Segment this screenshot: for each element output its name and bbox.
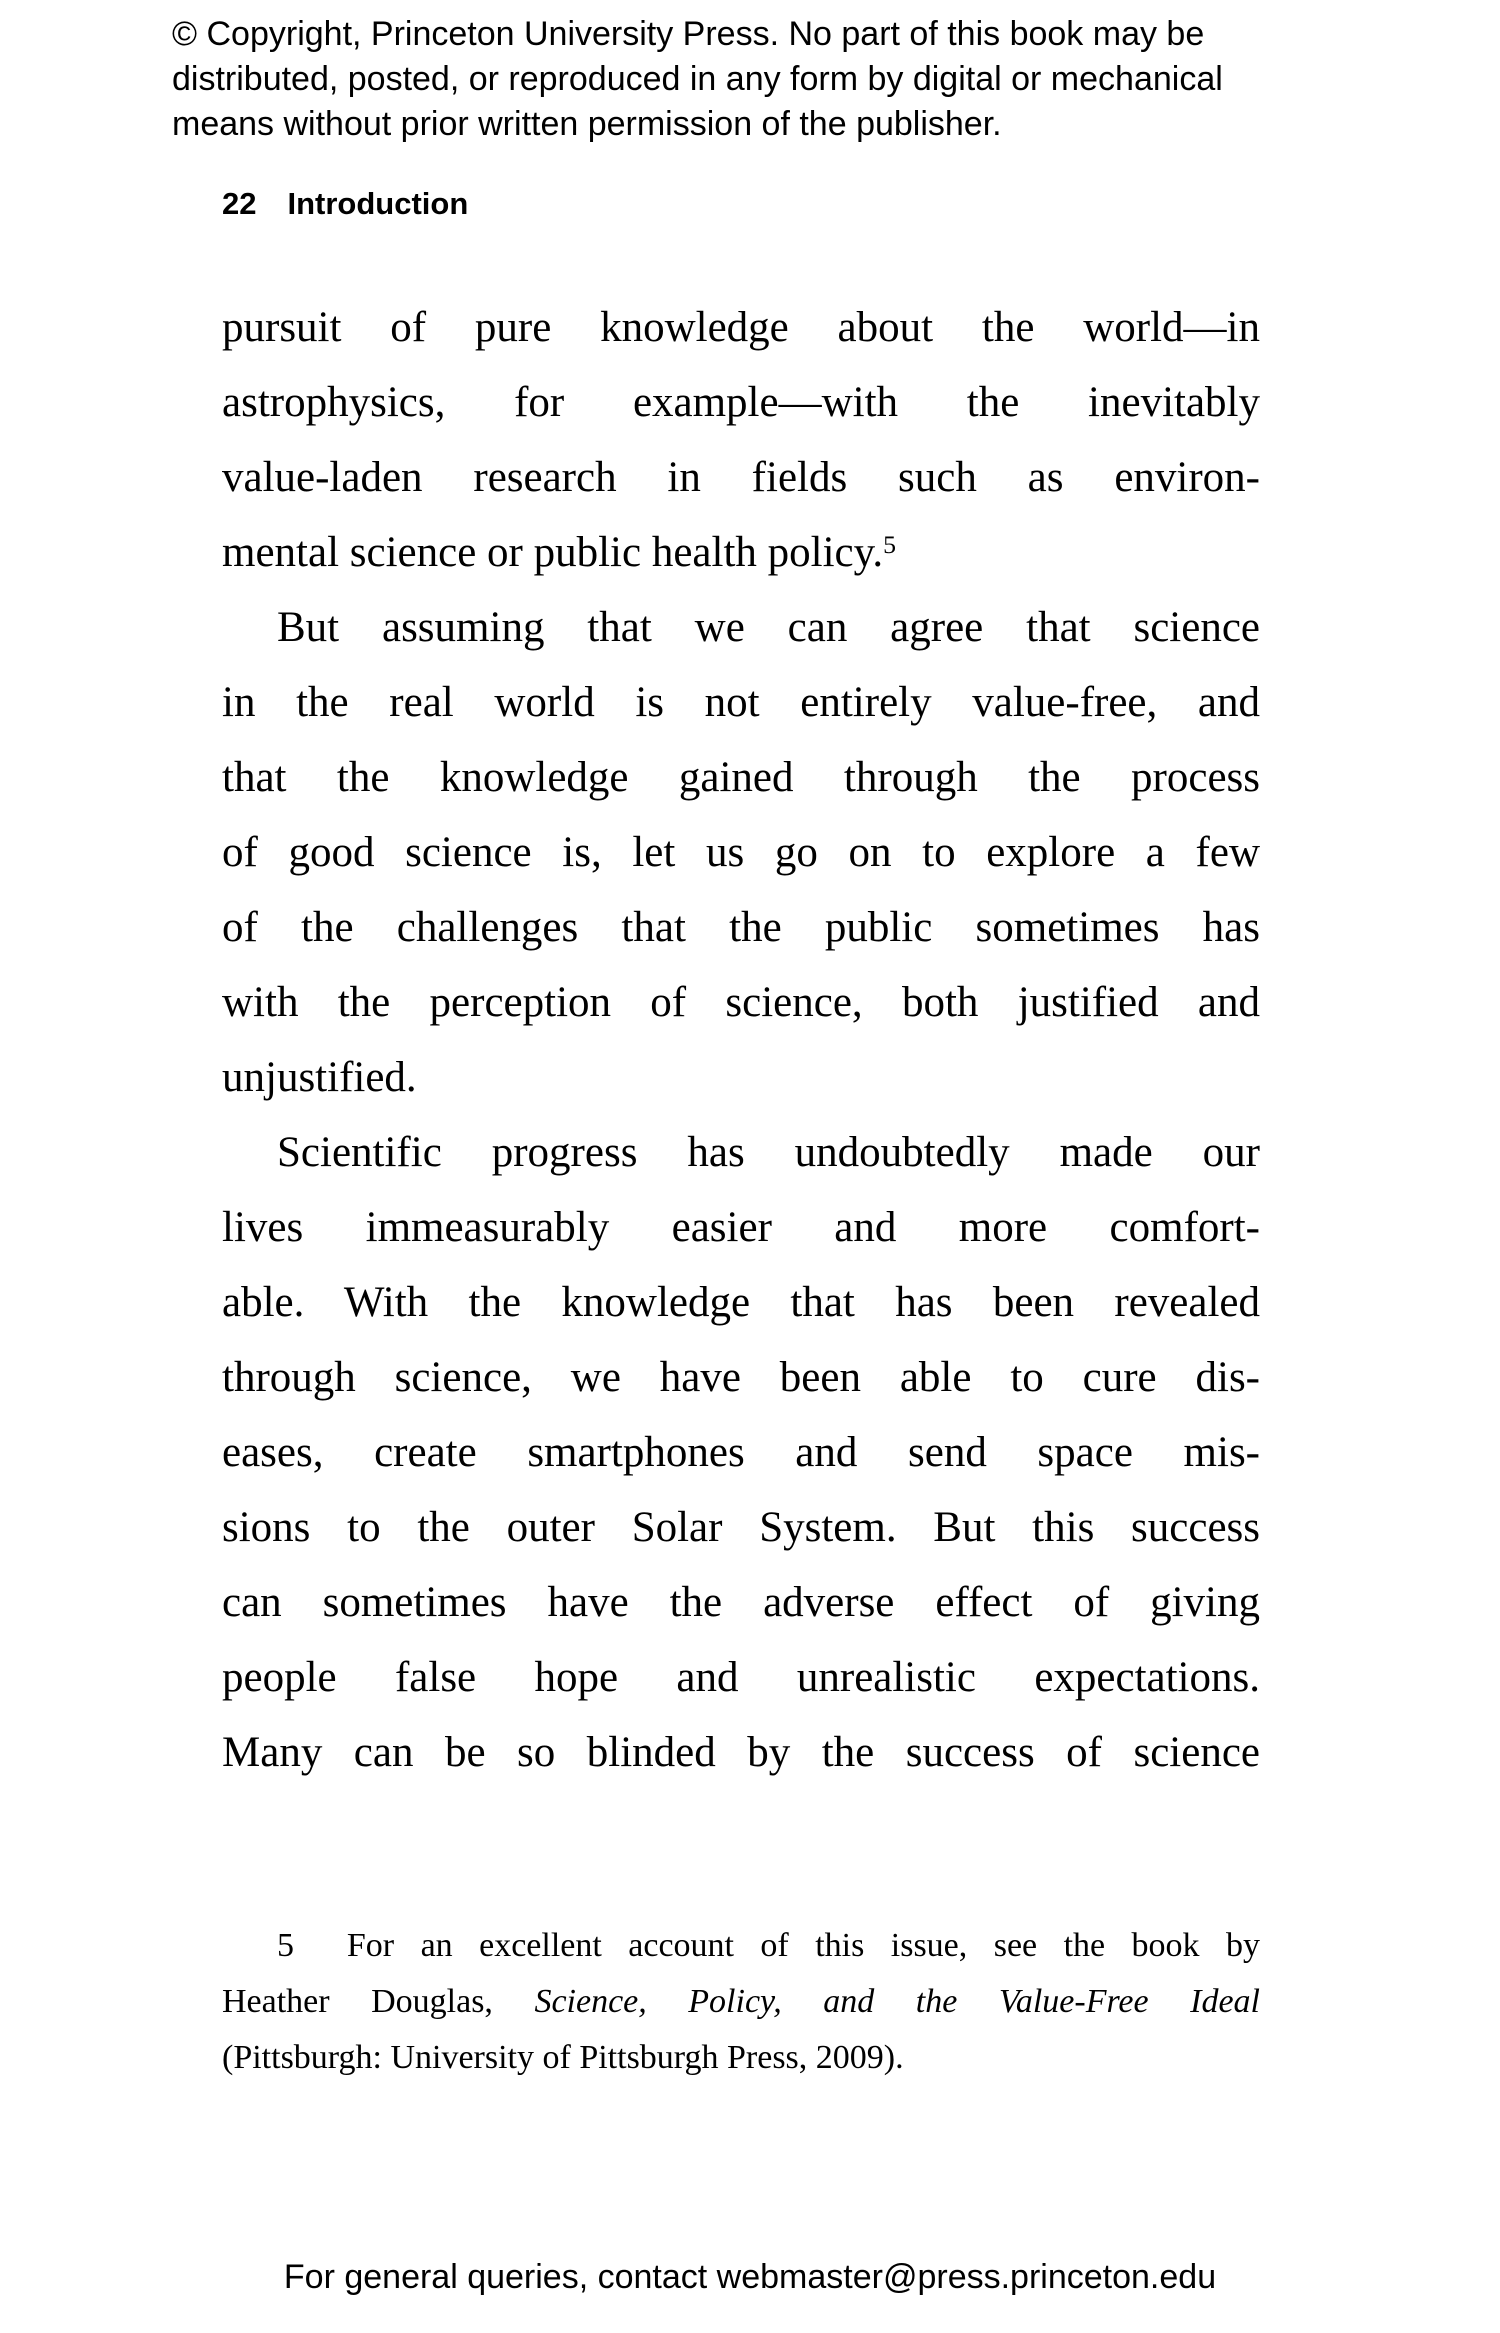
text-line — [222, 440, 1260, 515]
chapter-title: Introduction — [287, 186, 469, 221]
text-line — [222, 1490, 1260, 1565]
text-line — [222, 1340, 1260, 1415]
text-segment: able. With the knowledge that has been revealed — [222, 1279, 1260, 1326]
text-segment: of good science is, let us go on to explore a few — [222, 829, 1260, 876]
page-number: 22 — [222, 186, 257, 221]
text-line — [222, 1115, 1260, 1190]
text-segment: in the real world is not entirely value-free, and — [222, 679, 1260, 726]
text-segment: lives immeasurably easier and more comfort- — [222, 1204, 1260, 1251]
text-line — [222, 815, 1260, 890]
text-segment: with the perception of science, both justified and — [222, 979, 1260, 1026]
paragraph — [222, 290, 1260, 590]
text-line — [222, 1415, 1260, 1490]
text-segment: eases, create smartphones and send space mis- — [222, 1429, 1260, 1476]
text-line — [222, 365, 1260, 440]
text-segment: Heather Douglas, — [222, 1983, 535, 2020]
text-line — [222, 1640, 1260, 1715]
running-head — [222, 186, 468, 222]
text-segment: Many can be so blinded by the success of science — [222, 1729, 1260, 1776]
text-line — [222, 1265, 1260, 1340]
copyright-line: distributed, posted, or reproduced in any form by digital or mechanical — [172, 60, 1223, 98]
text-segment: (Pittsburgh: University of Pittsburgh Press, 2009). — [222, 2039, 904, 2076]
text-line — [222, 1974, 1260, 2030]
text-line — [222, 740, 1260, 815]
text-segment: sions to the outer Solar System. But this success — [222, 1504, 1260, 1551]
text-segment: value-laden research in fields such as environ- — [222, 454, 1260, 501]
text-line — [222, 515, 1260, 590]
text-line — [222, 1715, 1260, 1790]
text-segment: through science, we have been able to cure dis- — [222, 1354, 1260, 1401]
text-segment: 5 For an excellent account of this issue, see the book by — [277, 1927, 1260, 1964]
text-line — [222, 665, 1260, 740]
footnote-reference-marker: 5 — [883, 530, 896, 560]
text-segment: of the challenges that the public sometimes has — [222, 904, 1260, 951]
text-line — [222, 1918, 1260, 1974]
text-line — [222, 1040, 1260, 1115]
text-segment: astrophysics, for example—with the inevitably — [222, 379, 1260, 426]
text-line — [222, 1565, 1260, 1640]
copyright-line: © Copyright, Princeton University Press. No part of this book may be — [172, 15, 1205, 53]
body-text — [222, 290, 1260, 1790]
text-segment: that the knowledge gained through the process — [222, 754, 1260, 801]
text-segment: Scientific progress has undoubtedly made our — [277, 1129, 1260, 1176]
text-line — [222, 890, 1260, 965]
paragraph — [222, 1115, 1260, 1790]
text-line — [222, 590, 1260, 665]
text-segment: mental science or public health policy. — [222, 529, 884, 576]
text-line — [222, 2030, 1260, 2086]
text-line — [222, 290, 1260, 365]
copyright-line: means without prior written permission of the publisher. — [172, 105, 1002, 143]
text-line — [222, 1190, 1260, 1265]
paragraph — [222, 590, 1260, 1115]
copyright-notice — [172, 12, 1442, 147]
text-segment: But assuming that we can agree that science — [277, 604, 1260, 651]
footer-contact: For general queries, contact webmaster@press.princeton.edu — [283, 2258, 1217, 2296]
cited-book-title: Science, Policy, and the Value-Free Ideal — [534, 1983, 1260, 2020]
text-segment: pursuit of pure knowledge about the world—in — [222, 304, 1260, 351]
text-segment: can sometimes have the adverse effect of giving — [222, 1579, 1260, 1626]
text-segment: people false hope and unrealistic expectations. — [222, 1654, 1260, 1701]
footnote — [222, 1918, 1260, 2086]
text-line — [222, 965, 1260, 1040]
text-segment: unjustified. — [222, 1054, 417, 1101]
